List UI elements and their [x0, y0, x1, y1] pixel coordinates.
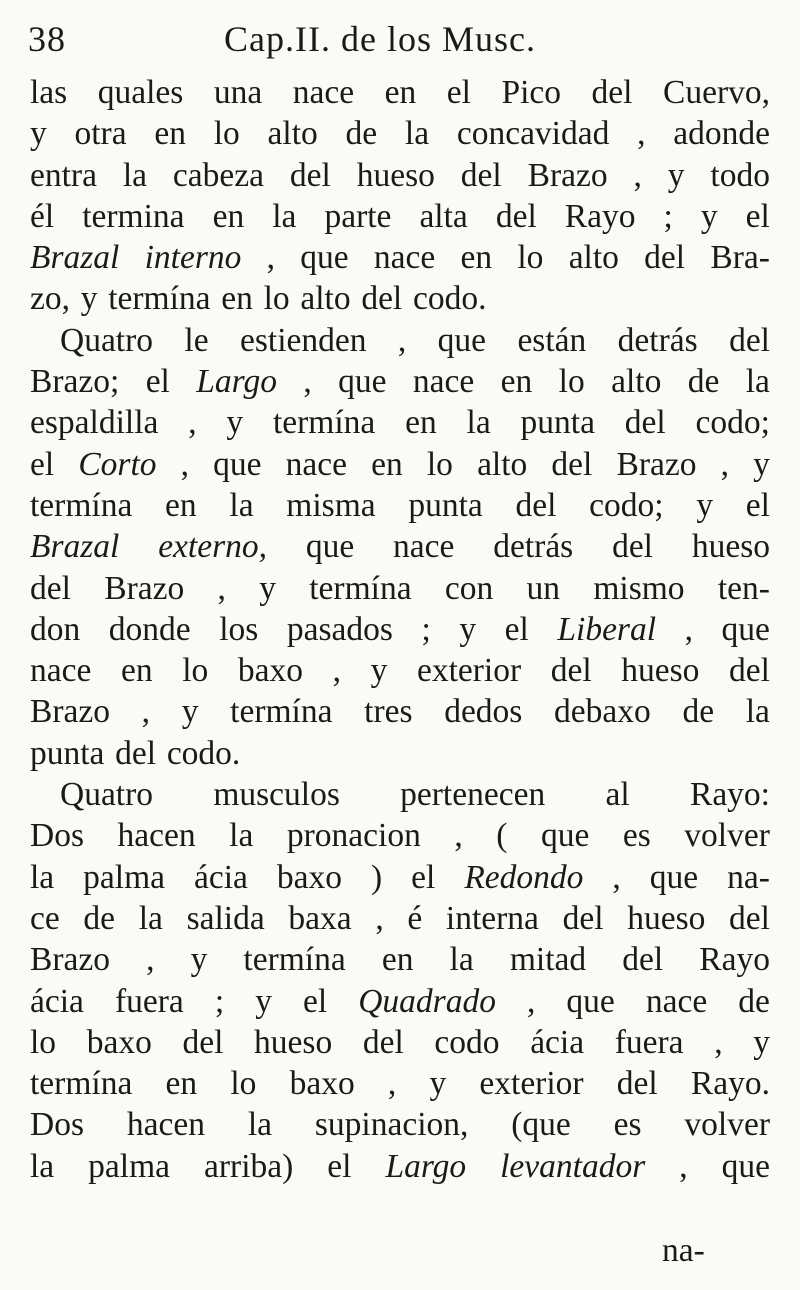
- word: en: [500, 363, 533, 401]
- word: y: [259, 569, 276, 607]
- word: adonde: [673, 115, 770, 153]
- word: la: [745, 693, 770, 731]
- word: con: [444, 569, 494, 607]
- word: nace: [373, 239, 436, 277]
- word: hueso: [356, 156, 435, 194]
- word: hueso: [691, 528, 770, 566]
- word: quales: [97, 74, 184, 111]
- word: en: [221, 280, 253, 318]
- catchword: na-: [662, 1232, 705, 1269]
- word: Quatro: [60, 321, 154, 359]
- word: concavidad: [456, 115, 610, 153]
- word: termína: [108, 280, 211, 318]
- word: punta: [408, 486, 483, 524]
- word: lo: [230, 1065, 257, 1103]
- word: del: [551, 445, 593, 483]
- word: dedos: [444, 693, 523, 731]
- word: codo;: [695, 404, 770, 442]
- word: en: [460, 239, 493, 277]
- word: que: [338, 363, 387, 401]
- text-line: [30, 1022, 770, 1063]
- word: ten-: [717, 569, 770, 607]
- text-line: [30, 609, 770, 650]
- word: la: [229, 817, 254, 855]
- word: Brazo: [104, 569, 185, 607]
- word: están: [517, 321, 587, 359]
- word: de: [345, 115, 378, 153]
- word: ;: [214, 982, 225, 1020]
- word: ,: [332, 652, 341, 690]
- word: mitad: [509, 941, 587, 979]
- text-line: [30, 526, 770, 567]
- word: Corto: [78, 445, 157, 483]
- text-line: [30, 568, 770, 609]
- word: supinacion,: [314, 1106, 469, 1144]
- word: Largo: [385, 1147, 467, 1185]
- word: Rayo: [699, 941, 770, 979]
- word: que: [437, 321, 487, 359]
- word: entra: [30, 156, 97, 194]
- word: en: [165, 1065, 198, 1103]
- word: que: [721, 610, 770, 648]
- word: del: [622, 941, 664, 979]
- text-line: [30, 320, 770, 361]
- word: y: [255, 982, 272, 1020]
- word: ,: [141, 693, 151, 731]
- word: y: [700, 197, 718, 235]
- word: punta: [30, 734, 105, 772]
- word: que: [540, 817, 590, 855]
- word: el: [302, 982, 328, 1020]
- word: Cuervo,: [662, 74, 770, 111]
- word: interno: [144, 239, 242, 277]
- text-line: [30, 898, 770, 939]
- word: del: [495, 197, 537, 235]
- word: pronacion: [286, 817, 421, 855]
- text-line: [30, 815, 770, 856]
- word: codo.: [166, 734, 241, 772]
- word: que: [305, 528, 355, 566]
- word: del: [361, 280, 403, 318]
- word: termína: [272, 404, 376, 442]
- word: interna: [445, 899, 539, 937]
- word: lo: [213, 115, 240, 153]
- word: el: [745, 197, 770, 235]
- word: del: [729, 652, 770, 690]
- text-line: [30, 1104, 770, 1145]
- word: ,: [454, 817, 463, 855]
- word: Brazo: [30, 941, 110, 979]
- word: el: [411, 858, 436, 896]
- word: nace: [393, 528, 455, 566]
- word: en: [381, 941, 414, 979]
- word: la: [138, 899, 163, 937]
- word: le: [184, 321, 209, 359]
- word: espaldilla: [30, 404, 159, 442]
- word: del: [515, 486, 557, 524]
- word: ,: [217, 569, 226, 607]
- text-line: [30, 1146, 770, 1187]
- running-title: Cap.II. de los Musc.: [224, 19, 536, 59]
- word: del: [30, 569, 71, 607]
- word: ,: [397, 321, 407, 359]
- word: termína: [243, 941, 346, 979]
- word: Liberal: [557, 610, 657, 648]
- word: la: [122, 156, 148, 194]
- word: alto: [267, 115, 318, 153]
- word: Quadrado: [358, 982, 496, 1020]
- word: alta: [419, 197, 468, 235]
- word: del: [460, 156, 502, 194]
- word: ): [371, 858, 383, 896]
- word: del: [115, 734, 157, 772]
- word: los: [219, 610, 259, 648]
- word: y: [753, 1023, 770, 1061]
- word: Rayo: [564, 197, 636, 235]
- word: que: [566, 982, 615, 1020]
- word: y: [181, 693, 199, 731]
- word: y: [190, 941, 208, 979]
- word: baxo: [289, 1065, 355, 1103]
- word: Pico: [501, 74, 562, 111]
- word: cabeza: [172, 156, 265, 194]
- word: nace: [285, 445, 347, 483]
- word: ácia: [30, 982, 84, 1020]
- word: Dos: [30, 817, 84, 855]
- word: arriba): [204, 1147, 294, 1185]
- word: volver: [684, 817, 770, 855]
- word: del: [616, 1065, 658, 1103]
- word: Redondo: [464, 858, 584, 896]
- word: la: [404, 115, 430, 153]
- word: del: [729, 899, 770, 937]
- word: el: [145, 363, 170, 401]
- word: codo.: [412, 280, 487, 318]
- word: (: [496, 817, 508, 855]
- word: Quatro: [60, 776, 154, 814]
- word: y: [459, 610, 477, 648]
- word: otra: [74, 115, 127, 153]
- word: parte: [324, 197, 392, 235]
- text-line: [30, 733, 770, 774]
- word: y: [696, 486, 714, 524]
- word: y: [370, 652, 388, 690]
- word: baxo: [237, 652, 303, 690]
- word: misma: [286, 486, 376, 524]
- word: un: [526, 569, 561, 607]
- text-line: [30, 113, 770, 154]
- word: lo: [263, 280, 290, 318]
- word: zo,: [30, 280, 70, 318]
- word: hacen: [117, 817, 196, 855]
- word: punta: [520, 404, 595, 442]
- text-line: [30, 196, 770, 237]
- word: la: [272, 197, 297, 235]
- text-line: [30, 485, 770, 526]
- word: en: [405, 404, 437, 442]
- word: ,: [387, 1065, 397, 1103]
- word: alto: [477, 445, 528, 483]
- word: donde: [108, 610, 191, 648]
- text-line: [30, 402, 770, 443]
- word: el: [504, 610, 529, 648]
- word: palma: [88, 1147, 171, 1185]
- word: musculos: [213, 776, 340, 814]
- word: el: [30, 445, 55, 483]
- word: Dos: [30, 1106, 84, 1144]
- word: ,: [684, 610, 693, 648]
- text-line: [30, 774, 770, 815]
- word: baxo: [86, 1023, 152, 1061]
- word: fuera: [614, 1023, 684, 1061]
- word: (que: [511, 1106, 571, 1144]
- word: alto: [300, 280, 351, 318]
- word: una: [213, 74, 263, 111]
- word: alto: [611, 363, 662, 401]
- word: codo: [434, 1023, 500, 1061]
- word: Brazo: [30, 693, 110, 731]
- word: nace: [30, 652, 92, 690]
- word: y: [753, 445, 770, 483]
- text-line: [30, 1063, 770, 1104]
- word: del: [644, 239, 686, 277]
- word: Rayo.: [690, 1065, 770, 1103]
- word: la: [30, 1147, 55, 1185]
- word: la: [466, 404, 491, 442]
- page-number: 38: [28, 19, 66, 59]
- text-line: [30, 857, 770, 898]
- word: lo: [517, 239, 544, 277]
- word: estienden: [240, 321, 367, 359]
- word: hueso: [627, 899, 706, 937]
- word: Largo: [196, 363, 277, 401]
- word: la: [229, 486, 254, 524]
- word: lo: [558, 363, 585, 401]
- word: debaxo: [554, 693, 651, 731]
- word: salida: [186, 899, 265, 937]
- word: nace: [645, 982, 708, 1020]
- word: pasados: [286, 610, 393, 648]
- word: ,: [527, 982, 536, 1020]
- word: al: [605, 776, 630, 814]
- word: ,: [612, 858, 621, 896]
- word: Brazo: [527, 156, 608, 194]
- word: nace: [292, 74, 355, 111]
- word: del: [562, 899, 604, 937]
- word: en: [165, 486, 197, 524]
- word: y: [667, 156, 685, 194]
- text-line: [30, 691, 770, 732]
- word: Brazal: [30, 528, 120, 566]
- word: en: [154, 115, 186, 153]
- word: fuera: [114, 982, 184, 1020]
- word: ,: [266, 239, 276, 277]
- word: el: [745, 486, 770, 524]
- word: es: [622, 817, 651, 855]
- word: del: [729, 321, 770, 359]
- word: nace: [412, 363, 475, 401]
- text-line: [30, 72, 770, 113]
- word: detrás: [617, 321, 698, 359]
- word: de: [83, 899, 116, 937]
- word: lo: [30, 1023, 57, 1061]
- word: baxo: [276, 858, 343, 896]
- word: y: [30, 115, 47, 153]
- word: ,: [375, 899, 384, 937]
- word: ,: [303, 363, 312, 401]
- word: mismo: [593, 569, 685, 607]
- word: y: [429, 1065, 447, 1103]
- word: exterior: [416, 652, 522, 690]
- text-line: [30, 444, 770, 485]
- word: ;: [421, 610, 431, 648]
- word: hacen: [126, 1106, 205, 1144]
- word: Rayo:: [689, 776, 770, 814]
- word: ,: [679, 1147, 688, 1185]
- word: baxa: [288, 899, 352, 937]
- word: exterior: [479, 1065, 584, 1103]
- word: él: [30, 197, 55, 235]
- word: ácia: [194, 858, 248, 896]
- word: ,: [720, 445, 729, 483]
- word: todo: [710, 156, 770, 194]
- word: que: [213, 445, 262, 483]
- word: del: [362, 1023, 404, 1061]
- word: tres: [364, 693, 413, 731]
- page-header: [28, 18, 768, 68]
- word: termína: [30, 486, 133, 524]
- word: que: [721, 1147, 770, 1185]
- word: Brazo: [616, 445, 697, 483]
- text-line: [30, 278, 770, 319]
- word: termína: [309, 569, 412, 607]
- word: é: [407, 899, 423, 937]
- text-line: [30, 237, 770, 278]
- word: de: [687, 363, 720, 401]
- text-line: [30, 939, 770, 980]
- word: detrás: [493, 528, 574, 566]
- word: ácia: [530, 1023, 585, 1061]
- word: ,: [180, 445, 190, 483]
- word: del: [591, 74, 633, 111]
- word: en: [212, 197, 245, 235]
- word: don: [30, 610, 81, 648]
- text-line: [30, 155, 770, 196]
- word: las: [30, 74, 68, 111]
- word: la: [745, 363, 770, 401]
- word: en: [371, 445, 403, 483]
- text-line: [30, 361, 770, 402]
- word: ,: [637, 115, 646, 153]
- word: de: [738, 982, 770, 1020]
- word: en: [120, 652, 153, 690]
- word: ,: [714, 1023, 723, 1061]
- word: que: [300, 239, 349, 277]
- word: hueso: [621, 652, 700, 690]
- word: y: [80, 280, 98, 318]
- word: el: [327, 1147, 352, 1185]
- word: Bra-: [710, 239, 770, 277]
- word: del: [550, 652, 592, 690]
- word: lo: [426, 445, 453, 483]
- word: palma: [83, 858, 166, 896]
- word: termina: [82, 197, 185, 235]
- word: codo;: [589, 486, 664, 524]
- word: ,: [633, 156, 642, 194]
- word: la: [449, 941, 474, 979]
- word: que: [649, 858, 699, 896]
- word: Brazo;: [30, 363, 120, 401]
- word: termína: [30, 1065, 133, 1103]
- word: la: [30, 858, 55, 896]
- word: es: [613, 1106, 642, 1144]
- word: ,: [146, 941, 155, 979]
- word: pertenecen: [400, 776, 546, 814]
- word: el: [446, 74, 471, 111]
- word: ce: [30, 899, 60, 937]
- word: hueso: [254, 1023, 333, 1061]
- word: la: [247, 1106, 272, 1144]
- body-text: [30, 72, 770, 1187]
- word: del: [612, 528, 653, 566]
- word: levantador: [500, 1147, 646, 1185]
- word: en: [384, 74, 417, 111]
- word: de: [682, 693, 715, 731]
- word: y: [226, 404, 244, 442]
- word: termína: [230, 693, 333, 731]
- word: del: [182, 1023, 224, 1061]
- word: alto: [568, 239, 619, 277]
- word: volver: [684, 1106, 770, 1144]
- word: ,: [188, 404, 197, 442]
- text-line: [30, 650, 770, 691]
- word: Brazal: [30, 239, 120, 277]
- word: ;: [663, 197, 673, 235]
- word: lo: [182, 652, 209, 690]
- word: externo,: [158, 528, 268, 566]
- word: del: [289, 156, 331, 194]
- word: na-: [727, 858, 770, 896]
- word: del: [624, 404, 666, 442]
- text-line: [30, 981, 770, 1022]
